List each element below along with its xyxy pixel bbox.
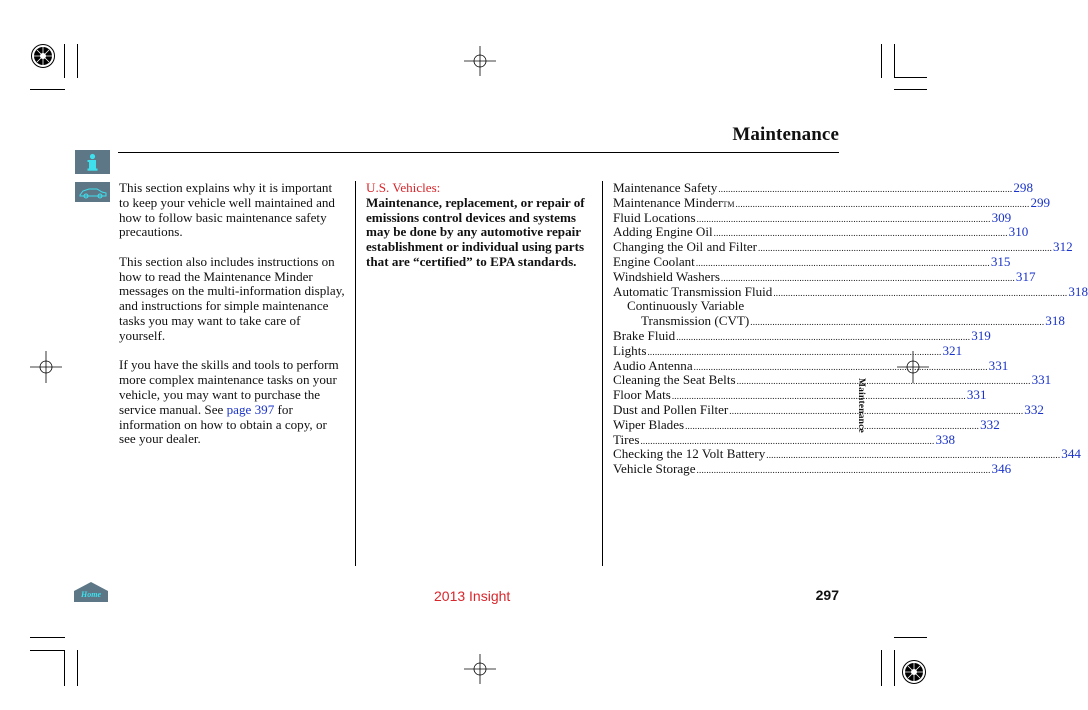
toc-leader-dots: ........................................................................................................................ <box>693 361 988 372</box>
toc-entry[interactable] <box>613 372 1052 388</box>
toc-page-link[interactable]: 319 <box>971 327 991 343</box>
notice-label: U.S. Vehicles: <box>366 180 441 195</box>
toc-leader-dots: ........................................................................................................................ <box>758 243 1053 254</box>
toc-leader-dots: ........................................................................................................................ <box>696 213 991 224</box>
toc-entry[interactable] <box>613 283 1088 300</box>
toc-entry[interactable] <box>613 446 1081 462</box>
toc-entry[interactable] <box>613 239 1073 255</box>
column-divider <box>355 181 356 566</box>
toc-entry[interactable] <box>613 180 1033 196</box>
toc-leader-dots: ........................................................................................................................ <box>718 184 1013 194</box>
toc-leader-dots: ........................................................................................................................ <box>773 287 1068 298</box>
toc-page-link[interactable]: 321 <box>942 342 963 358</box>
intro-column <box>119 181 345 462</box>
page-number: 297 <box>815 587 839 603</box>
car-icon[interactable] <box>75 182 110 202</box>
section-side-tab[interactable]: Maintenance <box>856 378 866 433</box>
toc-leader-dots: ........................................................................................................................ <box>729 405 1024 416</box>
toc-entry-label: Fluid Locations <box>613 209 696 225</box>
toc-entry-label: Automatic Transmission Fluid <box>613 283 773 299</box>
toc-page-link[interactable]: 309 <box>991 209 1012 225</box>
toc-leader-dots: ........................................................................................................................ <box>736 376 1031 387</box>
toc-entry[interactable] <box>613 387 987 403</box>
toc-leader-dots: ........................................................................................................................ <box>671 391 966 402</box>
header-rule <box>118 152 839 153</box>
info-icon[interactable] <box>75 150 110 174</box>
toc-entry[interactable]: Maintenance Minder TM ........................................................................................................................ 299 <box>613 194 1051 210</box>
toc-leader-dots: ........................................................................................................................ <box>685 420 980 431</box>
toc-entry[interactable] <box>613 357 1009 374</box>
toc-entry[interactable] <box>613 253 1011 270</box>
intro-paragraph: This section explains why it is important to keep your vehicle well maintained and how to follow basic maintenance safety precautions. <box>119 180 335 240</box>
page-title: Maintenance <box>732 124 839 145</box>
page-397-link[interactable]: page 397 <box>226 401 275 417</box>
toc-page-link[interactable]: 332 <box>980 416 1000 432</box>
toc-entry[interactable] <box>613 416 1000 433</box>
toc-entry-label: Windshield Washers <box>613 268 720 284</box>
toc-leader-dots: ........................................................................................................................ <box>720 272 1015 283</box>
toc-entry[interactable] <box>613 209 1012 226</box>
toc-page-link[interactable]: 344 <box>1061 446 1081 462</box>
toc-leader-dots: ........................................................................................................................ <box>695 257 990 268</box>
toc-entry <box>613 299 839 314</box>
toc-entry-label: Lights <box>613 342 647 358</box>
toc-page-link[interactable]: 310 <box>1008 224 1029 240</box>
toc-entry-label: Adding Engine Oil <box>613 224 713 240</box>
toc-entry[interactable] <box>613 461 1012 477</box>
toc-entry-label: Floor Mats <box>613 387 671 403</box>
toc-entry-label: Cleaning the Seat Belts <box>613 372 736 388</box>
registration-target-icon <box>29 42 59 72</box>
toc-page-link[interactable]: 318 <box>1068 283 1088 299</box>
column-divider <box>602 181 603 566</box>
intro-paragraph: This section also includes instructions on how to read the Maintenance Minder messages on the multi-information display, and instructions for simple maintenance tasks you may want to take care of yourself. <box>119 253 345 343</box>
intro-text: If you have the skills and tools to perform more complex maintenance tasks on your vehicle, you may want to purchase the service manual. See <box>119 357 339 417</box>
toc-page-link[interactable]: 298 <box>1013 180 1033 195</box>
toc-page-link[interactable]: 331 <box>1031 372 1052 388</box>
toc-leader-dots: ........................................................................................................................ <box>647 346 942 357</box>
toc-leader-dots: ........................................................................................................................ <box>713 228 1008 239</box>
toc-page-link[interactable]: 299 <box>1030 194 1051 210</box>
toc-leader-dots: ........................................................................................................................ <box>696 465 991 476</box>
toc-entry-label: Vehicle Storage <box>613 461 696 477</box>
toc-entry-label: Continuously Variable <box>627 298 745 314</box>
intro-paragraph <box>119 358 345 447</box>
notice-text: Maintenance, replacement, or repair of emissions control devices and systems may be done by any automotive repair establishment or individual using parts that are “certified” to EPA standards. <box>366 194 585 269</box>
toc-page-link[interactable]: 331 <box>988 357 1009 373</box>
intro-text: for information on how to obtain a copy, or see your dealer. <box>119 401 327 447</box>
toc-entry[interactable] <box>613 327 991 344</box>
toc-entry-label: Dust and Pollen Filter <box>613 401 729 417</box>
toc-page-link[interactable]: 338 <box>935 431 956 447</box>
toc-entry-label: Engine Coolant <box>613 253 695 269</box>
crosshair-icon <box>30 351 62 383</box>
toc-entry[interactable] <box>613 431 956 448</box>
toc-entry-label: Brake Fluid <box>613 327 676 343</box>
toc-entry[interactable] <box>613 342 963 359</box>
crosshair-icon <box>464 654 496 686</box>
toc-entry-label: Transmission (CVT) <box>641 313 750 329</box>
emissions-notice <box>366 181 596 270</box>
toc-entry-label: Audio Antenna <box>613 357 693 373</box>
footer-model-name: 2013 Insight <box>434 588 511 604</box>
toc-leader-dots: ........................................................................................................................ <box>766 450 1061 461</box>
toc-page-link[interactable]: 331 <box>966 387 987 403</box>
toc-entry[interactable] <box>613 268 1036 285</box>
table-of-contents <box>613 180 1088 477</box>
toc-page-link[interactable]: 318 <box>1045 313 1065 329</box>
toc-page-link[interactable]: 332 <box>1024 401 1044 417</box>
toc-entry-label: Tires <box>613 431 640 447</box>
toc-leader-dots: ........................................................................................................................ <box>676 331 971 342</box>
toc-entry[interactable] <box>613 313 1065 329</box>
toc-leader-dots: ........................................................................................................................ <box>640 435 935 446</box>
toc-page-link[interactable]: 317 <box>1015 268 1036 284</box>
toc-page-link[interactable]: 312 <box>1053 239 1073 255</box>
toc-entry-label: Maintenance Minder <box>613 194 723 210</box>
toc-leader-dots: ........................................................................................................................ <box>735 198 1030 209</box>
registration-target-icon <box>900 658 930 688</box>
toc-entry[interactable] <box>613 401 1044 418</box>
toc-page-link[interactable]: 315 <box>990 253 1011 269</box>
toc-leader-dots: ........................................................................................................................ <box>750 317 1045 328</box>
toc-entry-label: Changing the Oil and Filter <box>613 239 758 255</box>
toc-entry-label: Checking the 12 Volt Battery <box>613 446 766 462</box>
crosshair-icon <box>464 46 496 78</box>
toc-entry[interactable] <box>613 224 1029 240</box>
home-icon[interactable] <box>73 580 109 604</box>
toc-entry-label: Wiper Blades <box>613 416 685 432</box>
toc-entry-label: Maintenance Safety <box>613 180 718 195</box>
toc-page-link[interactable]: 346 <box>991 461 1012 477</box>
home-label: Home <box>81 590 101 599</box>
